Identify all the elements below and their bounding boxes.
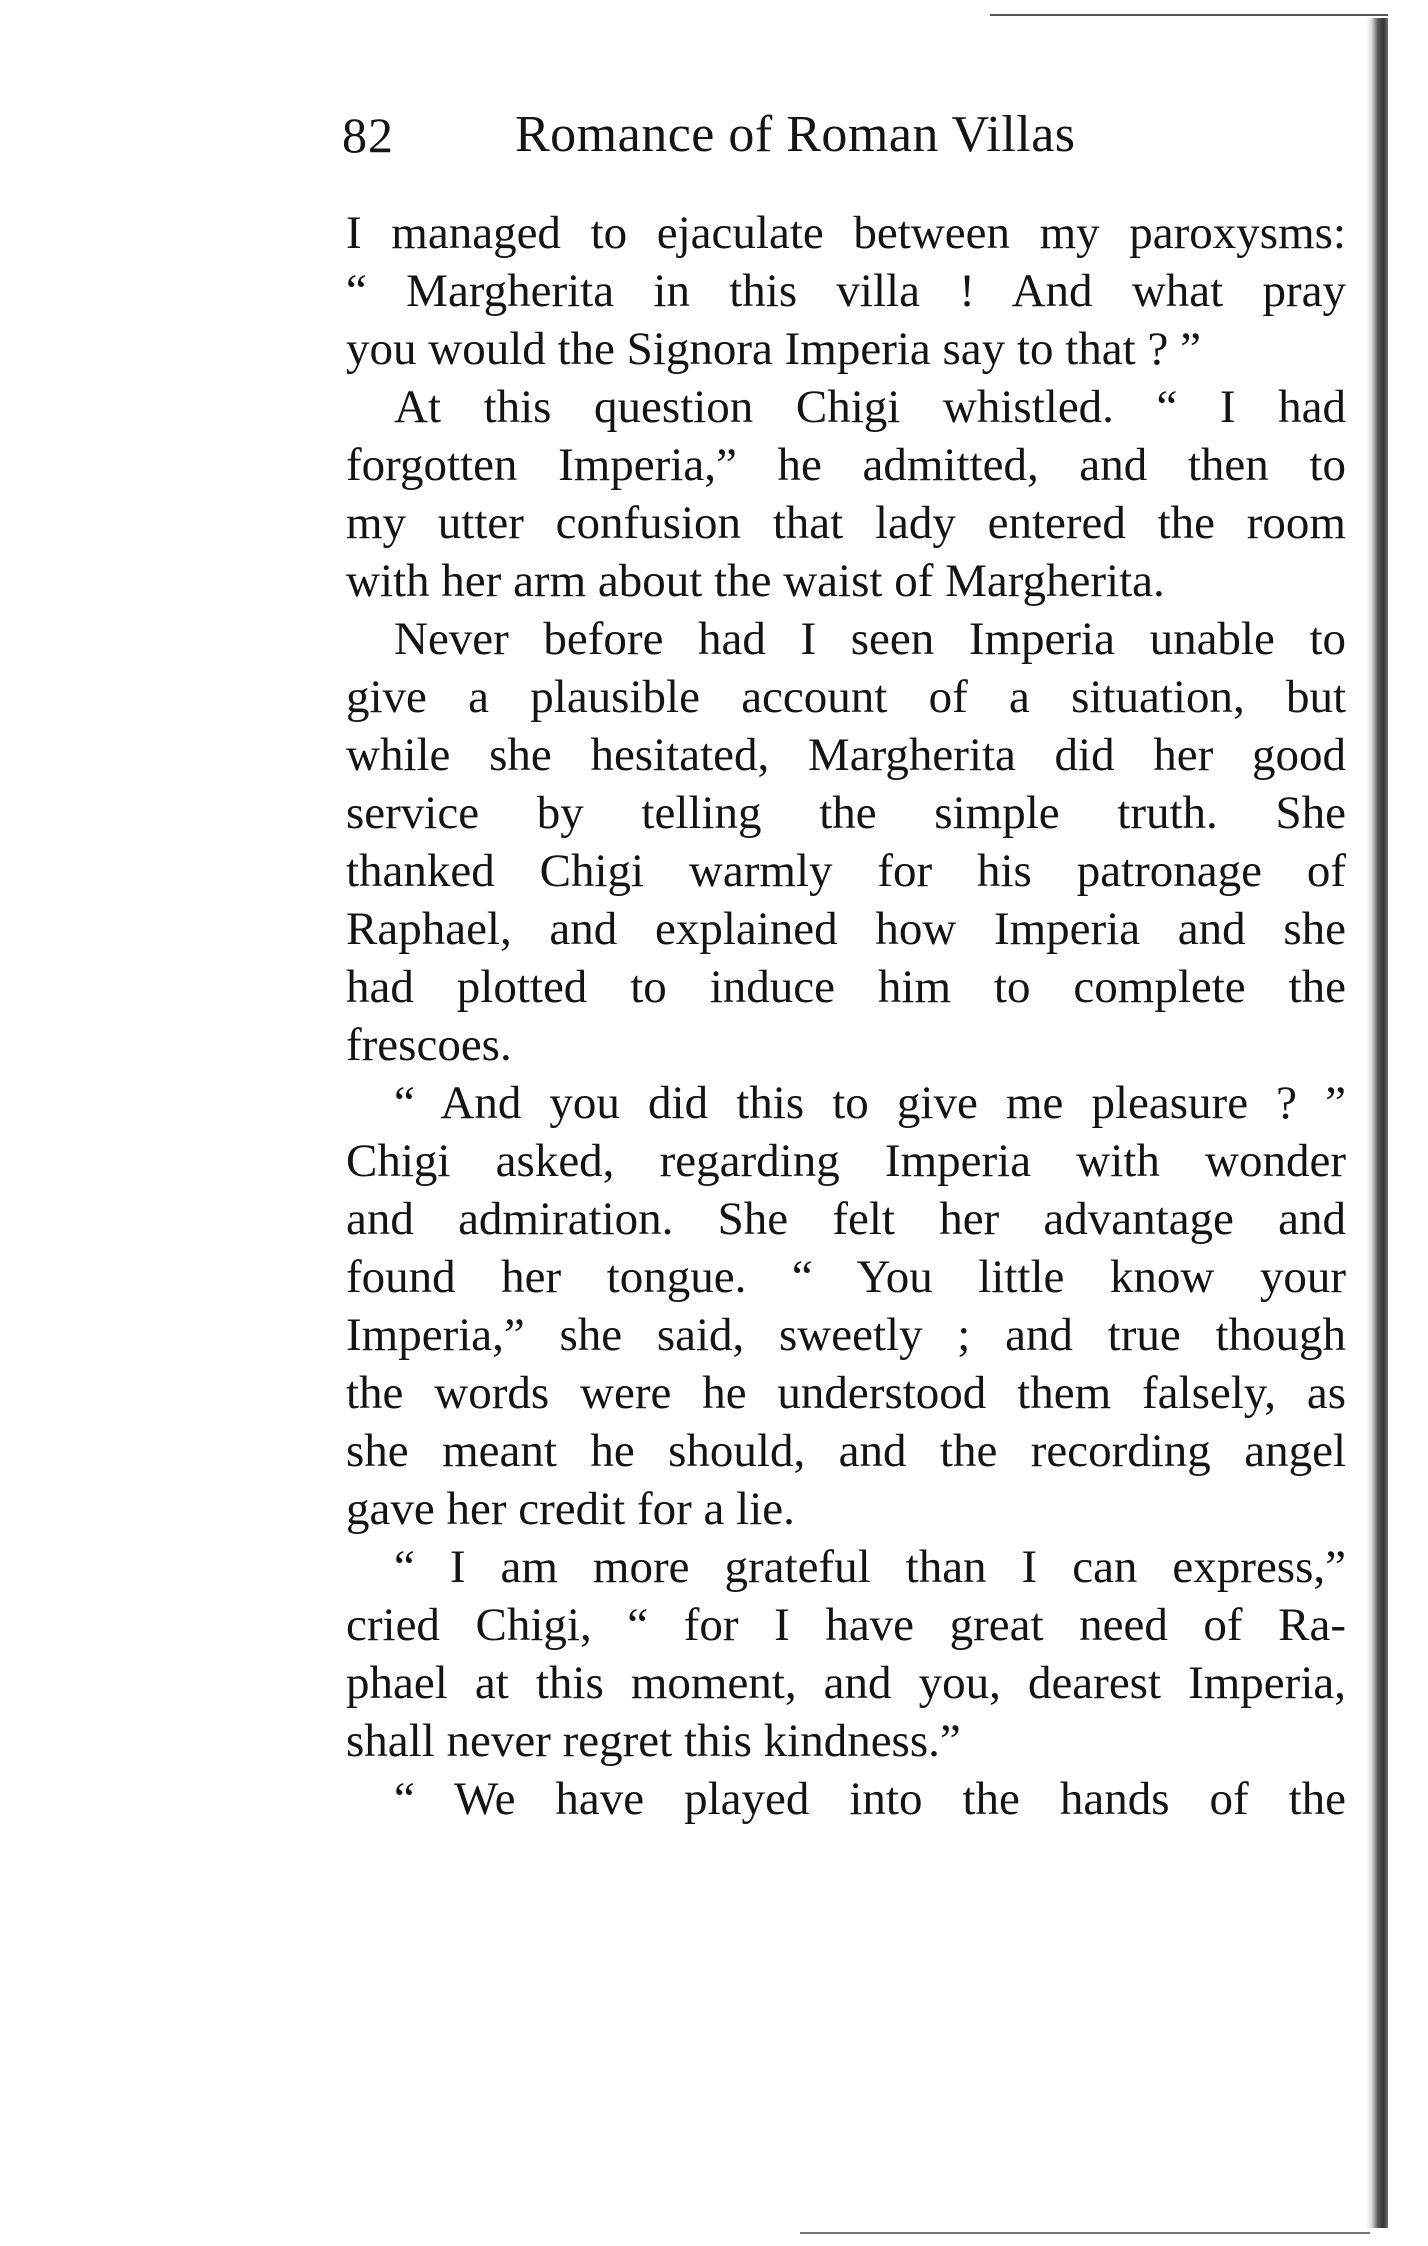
text-line: with her arm about the waist of Margherita. [346, 555, 1165, 607]
running-title: Romance of Roman Villas [515, 106, 1076, 163]
text-line: cried Chigi, “ for I have great need of Ra- [346, 1599, 1346, 1651]
text-line: phael at this moment, and you, dearest Imperia, [346, 1657, 1346, 1709]
text-line: “ And you did this to give me pleasure ? ” [394, 1077, 1346, 1129]
text-line: At this question Chigi whistled. “ I had [394, 381, 1346, 433]
body-text [346, 204, 1346, 1828]
text-line: Imperia,” she said, sweetly ; and true though [346, 1309, 1346, 1361]
text-line: service by telling the simple truth. She [346, 787, 1346, 839]
bottom-edge-rule [800, 2232, 1370, 2234]
text-line: thanked Chigi warmly for his patronage of [346, 845, 1346, 897]
text-line: Never before had I seen Imperia unable to [394, 613, 1346, 665]
text-line: shall never regret this kindness.” [346, 1715, 961, 1767]
text-line: had plotted to induce him to complete the [346, 961, 1346, 1013]
text-line: frescoes. [346, 1019, 512, 1071]
page-number: 82 [342, 107, 394, 163]
text-line: give a plausible account of a situation, but [346, 671, 1346, 723]
text-line: she meant he should, and the recording angel [346, 1425, 1346, 1477]
text-line: the words were he understood them falsely, as [346, 1367, 1346, 1419]
text-line: “ I am more grateful than I can express,” [394, 1541, 1346, 1593]
text-line: gave her credit for a lie. [346, 1483, 795, 1535]
text-line: found her tongue. “ You little know your [346, 1251, 1346, 1303]
text-line: you would the Signora Imperia say to that ? ” [346, 323, 1201, 375]
text-line: Raphael, and explained how Imperia and she [346, 903, 1346, 955]
text-line: my utter confusion that lady entered the room [346, 497, 1346, 549]
text-line: “ Margherita in this villa ! And what pray [346, 265, 1346, 317]
text-line: Chigi asked, regarding Imperia with wonder [346, 1135, 1346, 1187]
text-line: I managed to ejaculate between my paroxysms: [346, 207, 1346, 259]
text-line: “ We have played into the hands of the [394, 1773, 1346, 1825]
text-line: while she hesitated, Margherita did her good [346, 729, 1346, 781]
page-header [342, 100, 1352, 170]
top-edge-rule [990, 14, 1388, 16]
text-line: and admiration. She felt her advantage and [346, 1193, 1346, 1245]
text-line: forgotten Imperia,” he admitted, and then to [346, 439, 1346, 491]
page-edge-shadow [1366, 18, 1388, 2228]
